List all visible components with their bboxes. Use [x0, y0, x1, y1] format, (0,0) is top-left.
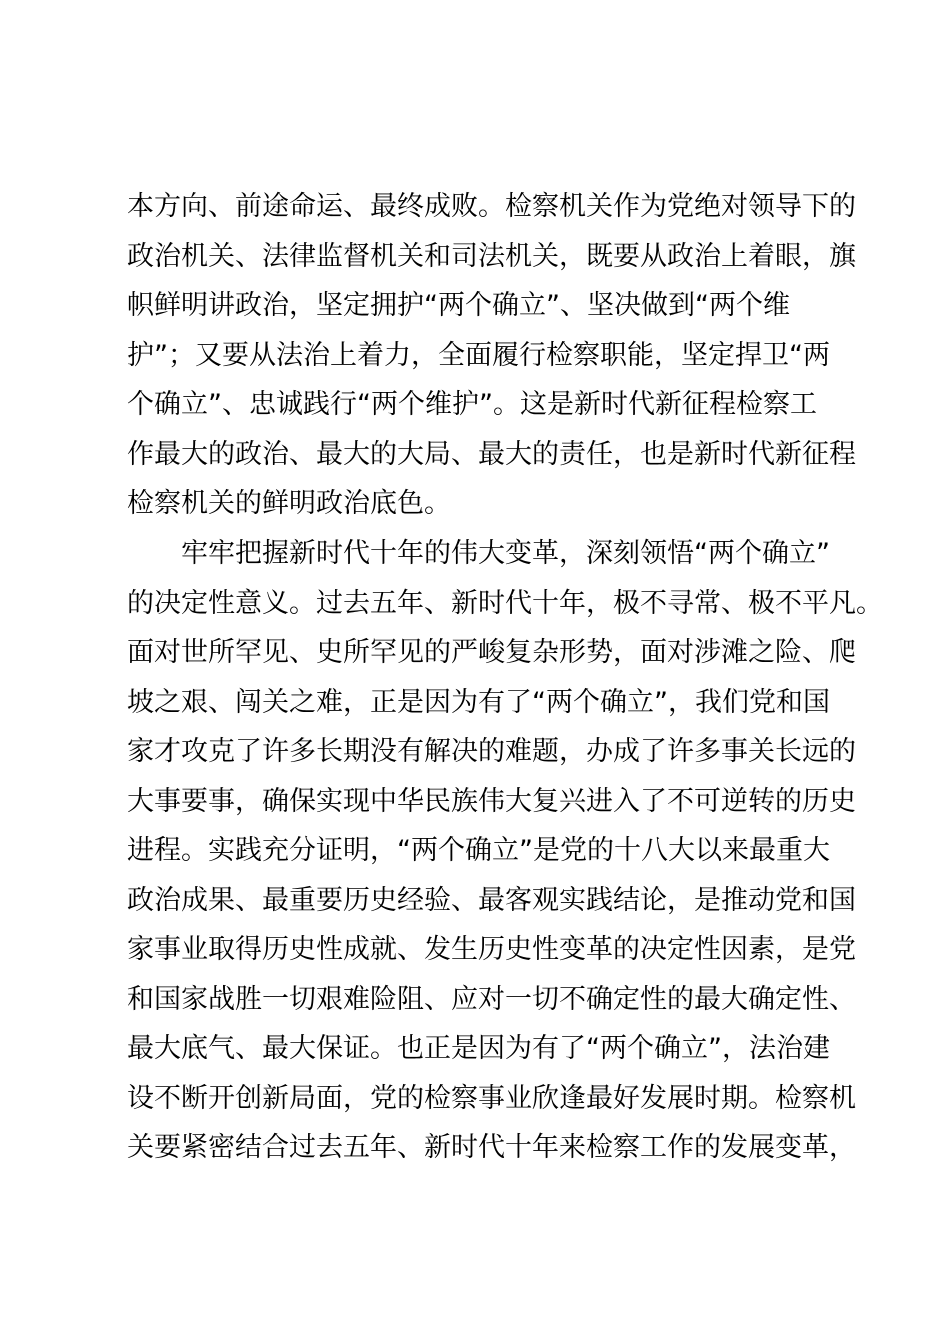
text-line: 面对世所罕见、史所罕见的严峻复杂形势，面对涉滩之险、爬: [127, 637, 856, 668]
text-line: 关要紧密结合过去五年、新时代十年来检察工作的发展变革，: [127, 1132, 856, 1163]
text-line: 护”；又要从法治上着力，全面履行检察职能，坚定捍卫“两: [127, 339, 830, 371]
paragraph-1: [127, 182, 856, 529]
text-line: 进程。实践充分证明，“两个确立”是党的十八大以来最重大: [127, 835, 830, 866]
text-line: 本方向、前途命运、最终成败。检察机关作为党绝对领导下的: [127, 191, 856, 222]
text-line: 牢牢把握新时代十年的伟大变革，深刻领悟“两个确立”: [127, 538, 830, 569]
text-line: 和国家战胜一切艰难险阻、应对一切不确定性的最大确定性、: [127, 983, 856, 1015]
text-line: 大事要事，确保实现中华民族伟大复兴进入了不可逆转的历史: [127, 785, 856, 817]
text-line: 家才攻克了许多长期没有解决的难题，办成了许多事关长远的: [127, 736, 856, 767]
text-line: 作最大的政治、最大的大局、最大的责任，也是新时代新征程: [127, 438, 856, 470]
text-line: 政治机关、法律监督机关和司法机关，既要从政治上着眼，旗: [127, 240, 856, 272]
text-line: 坡之艰、闯关之难，正是因为有了“两个确立”，我们党和国: [127, 686, 830, 718]
paragraph-2: [127, 529, 883, 1173]
text-line: 设不断开创新局面，党的检察事业欣逢最好发展时期。检察机: [127, 1082, 856, 1114]
text-line: 帜鲜明讲政治，坚定拥护“两个确立”、坚决做到“两个维: [127, 290, 790, 321]
text-line: 个确立”、忠诚践行“两个维护”。这是新时代新征程检察工: [127, 389, 817, 420]
text-line: 政治成果、最重要历史经验、最客观实践结论，是推动党和国: [127, 884, 856, 916]
text-line: 检察机关的鲜明政治底色。: [127, 488, 451, 519]
text-line: 最大底气、最大保证。也正是因为有了“两个确立”，法治建: [127, 1033, 830, 1064]
text-line: 的决定性意义。过去五年、新时代十年，极不寻常、极不平凡。: [127, 587, 883, 619]
text-line: 家事业取得历史性成就、发生历史性变革的决定性因素，是党: [127, 934, 856, 965]
